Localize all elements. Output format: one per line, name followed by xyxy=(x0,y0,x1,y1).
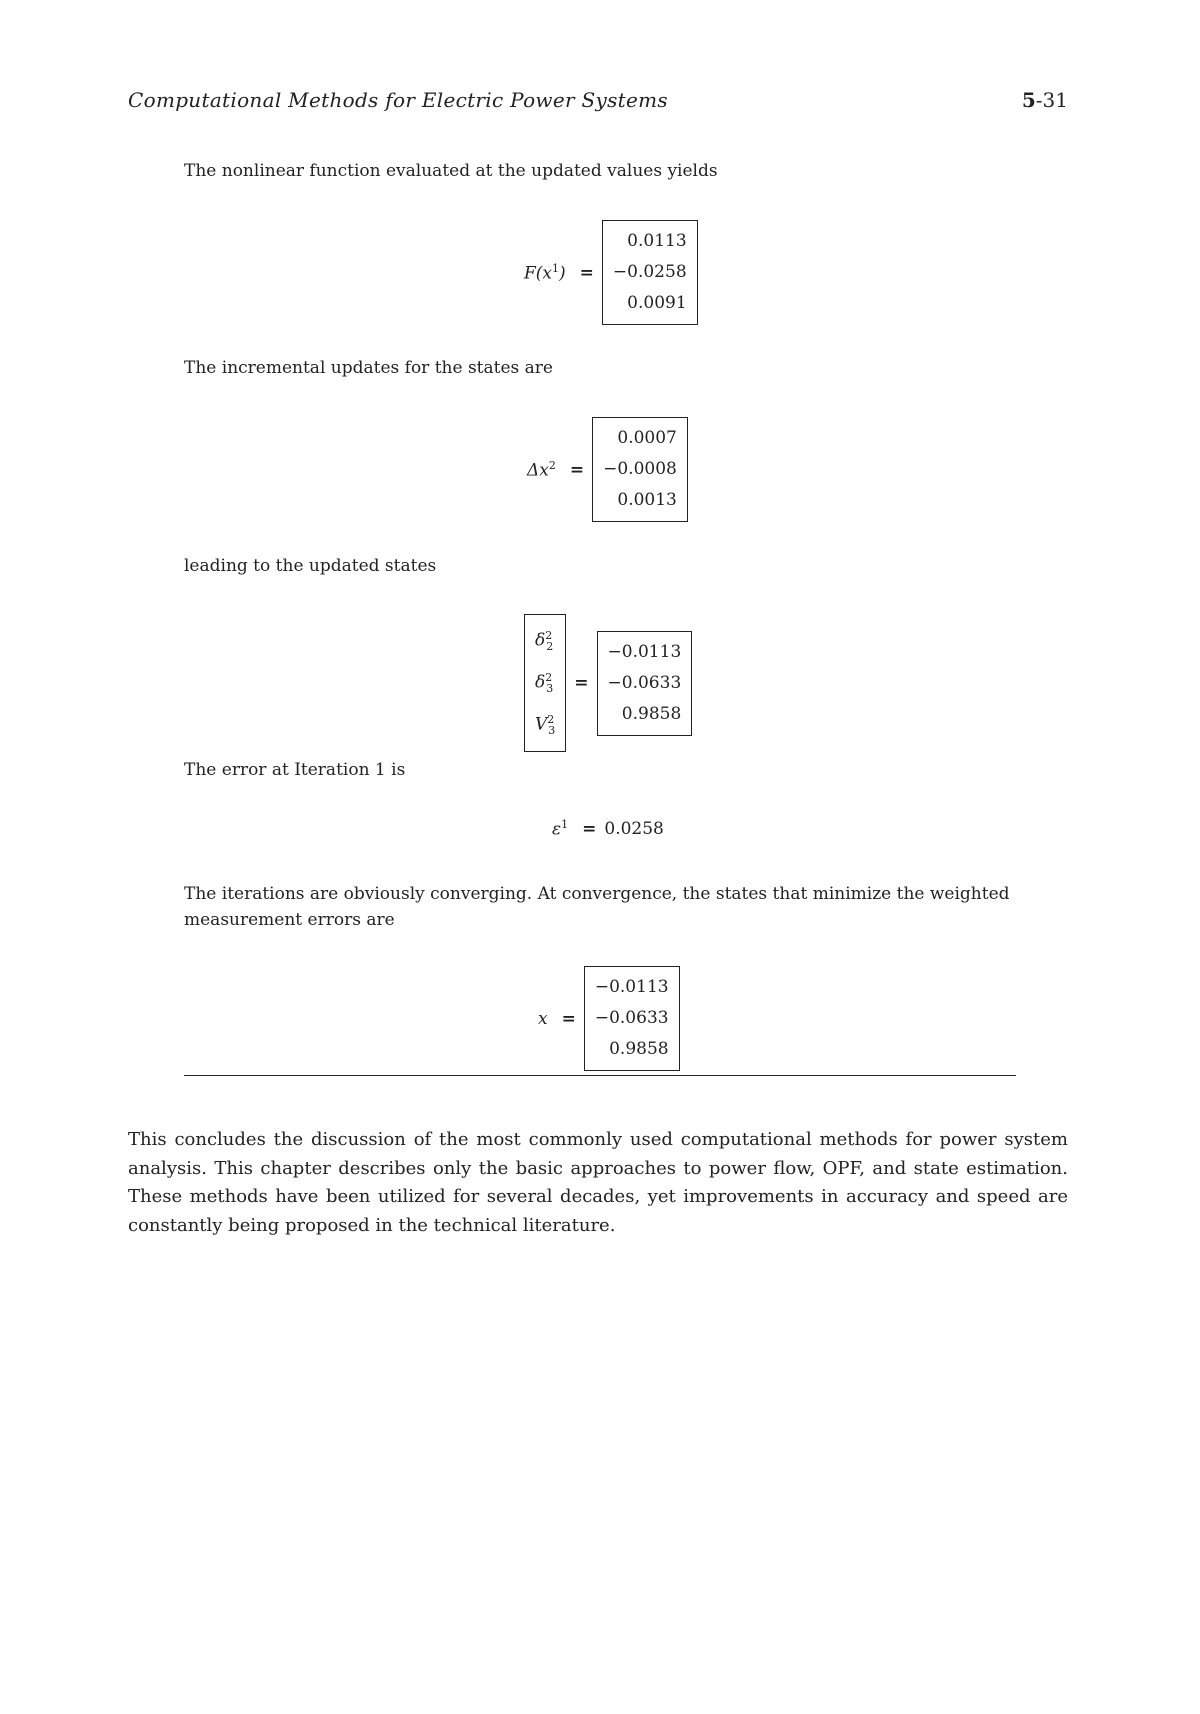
matrix-cell: 0.0091 xyxy=(627,293,687,313)
state-symbol: $\delta^2_3$ xyxy=(535,671,554,696)
page-number xyxy=(1022,88,1068,112)
running-header xyxy=(128,88,1068,118)
equation-error xyxy=(552,818,664,840)
paragraph-nonlinear-function: The nonlinear function evaluated at the updated values yields xyxy=(184,161,718,181)
running-title: Computational Methods for Electric Power Systems xyxy=(128,88,668,112)
paragraph-incremental-updates: The incremental updates for the states are xyxy=(184,358,553,378)
matrix-cell: −0.0008 xyxy=(603,459,677,479)
equation-incremental-updates xyxy=(527,417,688,522)
matrix-cell: 0.0007 xyxy=(617,428,677,448)
matrix-cell: −0.0633 xyxy=(594,1008,669,1028)
equals-sign: = xyxy=(579,262,594,283)
matrix-cell: 0.0013 xyxy=(617,490,677,510)
state-vector xyxy=(524,614,566,752)
increment-matrix xyxy=(592,417,688,522)
equation-lhs: $\varepsilon^1$ xyxy=(552,818,569,840)
equation-nonlinear-function xyxy=(524,220,698,325)
matrix-cell: 0.9858 xyxy=(609,1039,669,1059)
matrix-cell: 0.0113 xyxy=(627,231,687,251)
equation-lhs: $F(x^1)$ xyxy=(524,261,566,284)
equals-sign: = xyxy=(582,818,597,839)
updated-state-matrix xyxy=(597,631,693,736)
state-symbol: $\delta^2_2$ xyxy=(535,629,554,654)
example-end-rule xyxy=(184,1075,1016,1076)
equation-updated-states xyxy=(524,614,692,752)
error-value: 0.0258 xyxy=(604,818,664,839)
equation-lhs: x xyxy=(538,1008,548,1029)
paragraph-updated-states: leading to the updated states xyxy=(184,556,437,576)
equals-sign: = xyxy=(574,673,589,694)
equation-lhs: $\Delta x^2$ xyxy=(527,458,556,481)
matrix-cell: −0.0633 xyxy=(607,672,682,693)
state-symbol: $V^2_3$ xyxy=(535,713,556,738)
matrix-cell: −0.0113 xyxy=(607,641,682,662)
conclusion-paragraph: This concludes the discussion of the most commonly used computational methods for power system analysis. This chapter describes only the basic approaches to power flow, OPF, and state estimation. These methods have been utilized for several decades, yet improvements in accuracy and speed are constantly being proposed in the technical literature. xyxy=(128,1129,1068,1236)
chapter-number: 5 xyxy=(1021,88,1036,112)
matrix-cell: 0.9858 xyxy=(621,703,682,724)
matrix-cell: −0.0258 xyxy=(612,262,687,282)
converged-state-matrix xyxy=(584,966,680,1071)
page-number-suffix: -31 xyxy=(1035,88,1068,112)
matrix-cell: −0.0113 xyxy=(594,977,669,997)
paragraph-error-iteration: The error at Iteration 1 is xyxy=(184,760,406,780)
equals-sign: = xyxy=(569,459,585,480)
result-matrix xyxy=(602,220,698,325)
paragraph-convergence: The iterations are obviously converging. At convergence, the states that minimize the weighted measurement errors are xyxy=(184,884,1010,930)
equation-converged-states xyxy=(538,966,680,1071)
equals-sign: = xyxy=(561,1008,576,1029)
